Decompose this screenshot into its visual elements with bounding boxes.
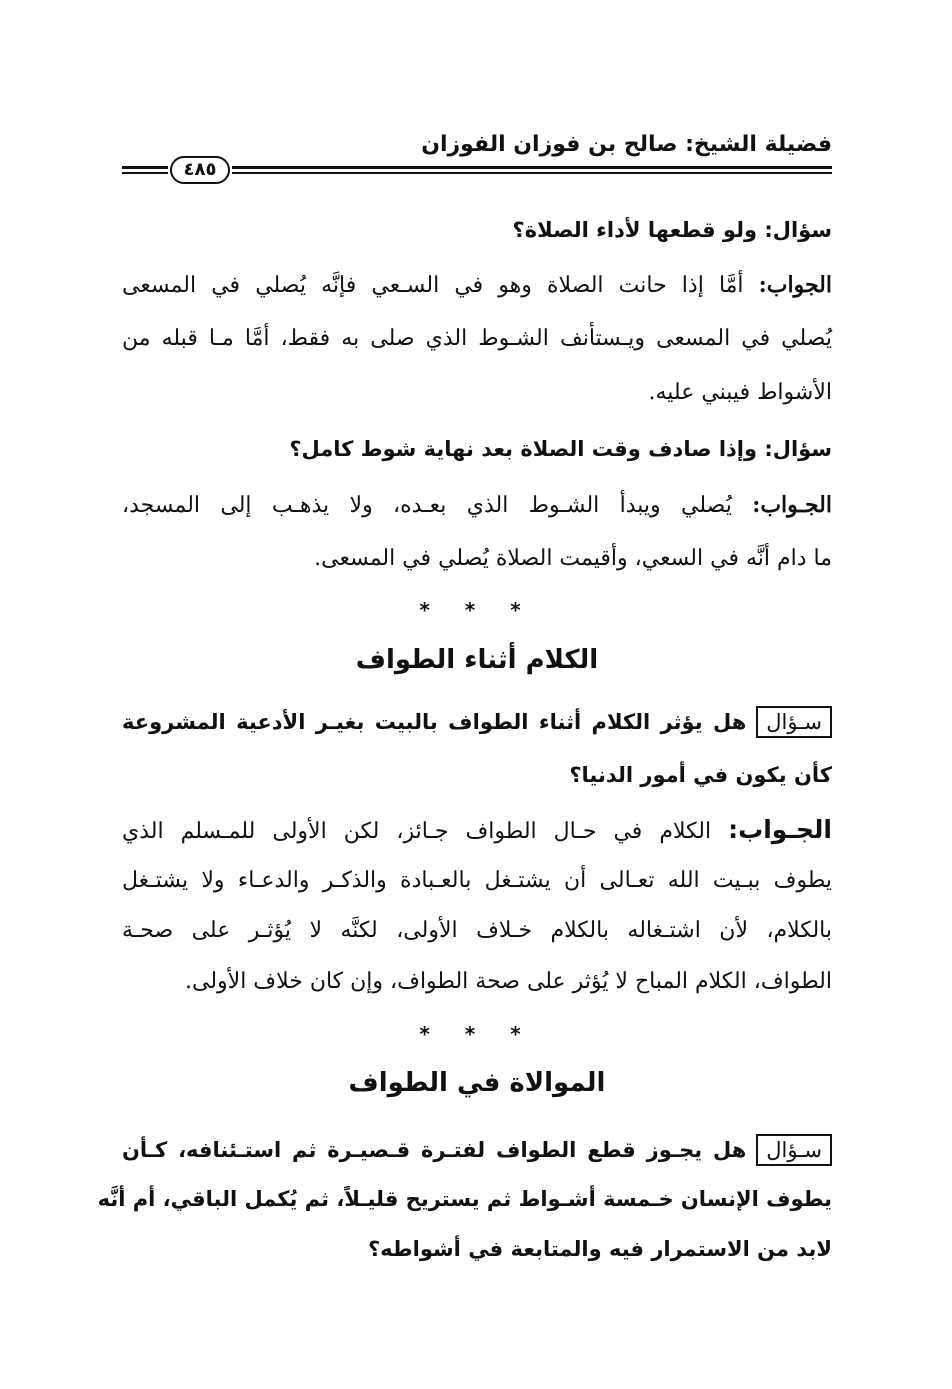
answer-label: الجـواب:: [728, 815, 832, 844]
answer-text: يُصلي ويبدأ الشـوط الذي بعـده، ولا يذهـب إلى المسجد،: [122, 493, 732, 518]
answer-line: الطواف، الكلام المباح لا يُؤثر على صحة الطواف، وإن كان خلاف الأولى.: [184, 969, 832, 994]
question-line: سؤال: وإذا صادف وقت الصلاة بعد نهاية شوط كامل؟: [289, 437, 832, 461]
answer-line: [122, 815, 832, 847]
question-line: [122, 706, 832, 738]
answer-label: الجـواب:: [752, 492, 832, 518]
section-heading: الكلام أثناء الطواف: [355, 645, 599, 675]
section-separator: * * *: [419, 598, 535, 622]
answer-line: الأشواط فيبني عليه.: [648, 380, 832, 405]
question-line: [122, 1134, 832, 1166]
answer-line: يُصلي في المسعى ويـستأنف الشـوط الذي صلى به فقط، أمَّا مـا قبله من: [122, 326, 832, 351]
page-number: ٤٨٥: [170, 156, 230, 184]
answer-label: الجواب:: [758, 272, 832, 298]
header-rule: [122, 166, 168, 169]
header-rule: [232, 172, 832, 174]
answer-line: ما دام أنَّه في السعي، وأقيمت الصلاة يُصلي في المسعى.: [314, 546, 832, 571]
section-separator: * * *: [419, 1022, 535, 1046]
question-line: سؤال: ولو قطعها لأداء الصلاة؟: [512, 218, 832, 242]
question-box-label: سـؤال: [756, 1134, 832, 1166]
question-text: هل يؤثر الكلام أثناء الطواف بالبيت بغيـر الأدعية المشروعة: [122, 710, 747, 734]
answer-text: الكلام في حـال الطواف جـائز، لكن الأولى للمـسلم الذي: [122, 819, 712, 844]
question-line: يطوف الإنسان خـمسة أشـواط ثم يستريح قليـلاً، ثم يُكمل الباقي، أم أنَّه: [97, 1187, 832, 1211]
answer-text: أمَّا إذا حانت الصلاة وهو في السـعي فإنَّه يُصلي في المسعى: [122, 273, 744, 298]
question-line: كأن يكون في أمور الدنيا؟: [569, 763, 832, 787]
question-text: هل يجـوز قطع الطواف لفتـرة قـصيـرة ثم استـئنافه، كـأن: [122, 1138, 747, 1162]
answer-line: بالكلام، لأن اشتـغاله بالكلام خـلاف الأولى، لكنَّه لا يُؤثـر على صحـة: [122, 918, 832, 943]
question-line: لابد من الاستمرار فيه والمتابعة في أشواطه؟: [367, 1237, 832, 1261]
answer-line: يطوف ببـيت الله تعـالى أن يشتـغل بالعـبادة والذكـر والدعـاء ولا يشتـغل: [122, 868, 832, 893]
header-rule: [122, 172, 168, 174]
question-box-label: سـؤال: [756, 706, 832, 738]
answer-line: [122, 270, 832, 301]
section-heading: الموالاة في الطواف: [348, 1068, 606, 1098]
running-header-title: فضيلة الشيخ: صالح بن فوزان الفوزان: [421, 132, 832, 157]
header-rule: [232, 166, 832, 169]
answer-line: [122, 490, 832, 521]
